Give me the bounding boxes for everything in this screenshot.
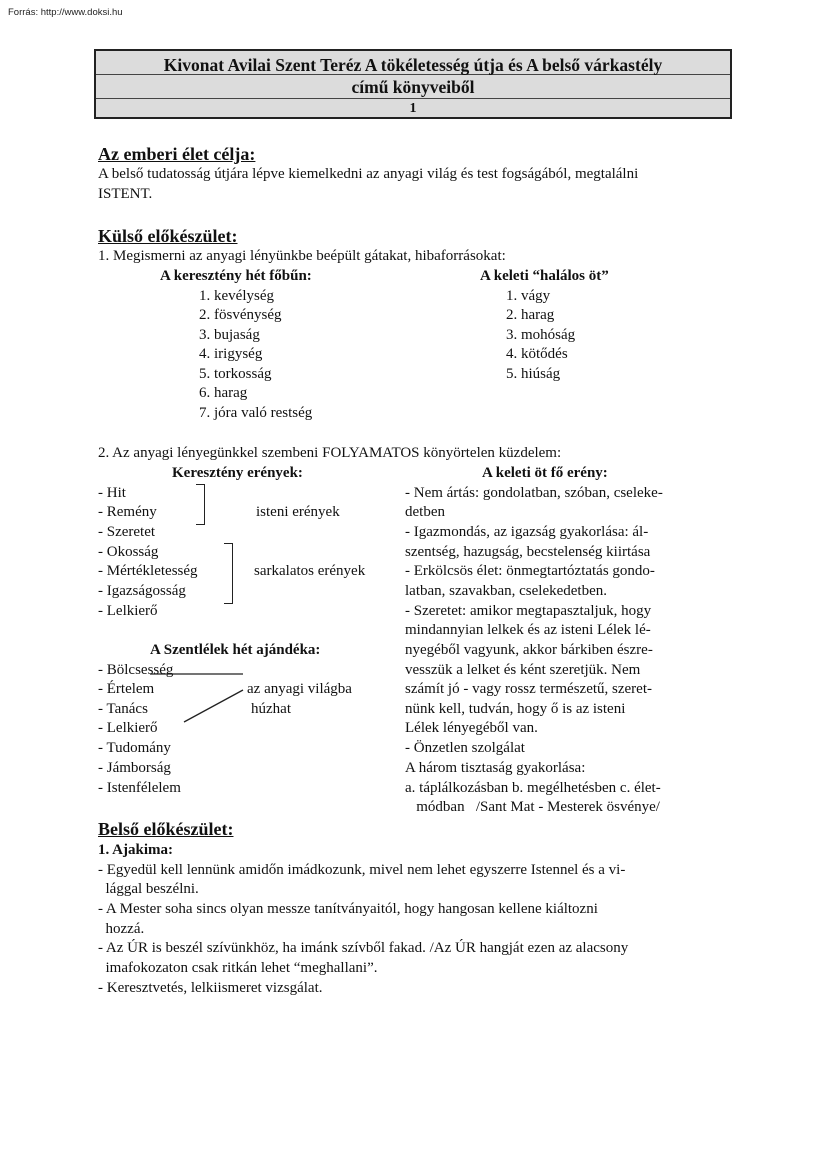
title-line-1: Kivonat Avilai Szent Teréz A tökéletesség útja és A belső várkastély xyxy=(163,55,663,75)
sin-item: 7. jóra való restség xyxy=(199,405,313,421)
virtues-title: Keresztény erények: xyxy=(172,465,303,481)
sin-item: 6. harag xyxy=(199,385,248,401)
connector-line-fortitude xyxy=(184,690,243,722)
virtue-item: - Remény xyxy=(98,504,157,520)
east-virtue-line: nünk kell, tudván, hogy ő is az isteni xyxy=(405,701,626,717)
east-virtue-line: - Erkölcsös élet: önmegtartóztatás gondo- xyxy=(405,563,655,579)
gift-item: - Tudomány xyxy=(98,740,171,756)
purpose-line-2: ISTENT. xyxy=(98,186,153,202)
east-virtue-line: latban, szavakban, cselekedetben. xyxy=(405,583,607,599)
east-virtues-title: A keleti öt fő erény: xyxy=(482,465,608,481)
east-virtue-line: detben xyxy=(405,504,445,520)
east-virtue-line: vesszük a lelket és ként szeretjük. Nem xyxy=(405,662,641,678)
east-virtue-line: módban /Sant Mat - Mesterek ösvénye/ xyxy=(405,799,660,815)
east-virtue-line: - Szeretet: amikor megtapasztaljuk, hogy xyxy=(405,603,652,619)
east-virtue-line: mindannyian lelkek és az isteni Lélek lé- xyxy=(405,622,651,638)
gift-item: - Istenfélelem xyxy=(98,780,181,796)
sin-item: 2. fösvénység xyxy=(199,307,282,323)
east-virtue-line: nyegéből vagyunk, akkor bárkiben észre- xyxy=(405,642,653,658)
internal-line: - Az ÚR is beszél szívünkhöz, ha imánk szívből fakad. /Az ÚR hangját ezen az alacsony xyxy=(98,940,629,956)
virtue-item: - Okosság xyxy=(98,544,159,560)
divine-virtues-label: isteni erények xyxy=(256,504,340,520)
pull-label-2: húzhat xyxy=(251,701,291,717)
virtue-item: - Szeretet xyxy=(98,524,156,540)
east-virtue-line: - Igazmondás, az igazság gyakorlása: ál- xyxy=(405,524,649,540)
east-item: 2. harag xyxy=(506,307,555,323)
east-deadly-title: A keleti “halálos öt” xyxy=(480,268,609,284)
source-url: Forrás: http://www.doksi.hu xyxy=(8,7,123,18)
gifts-title: A Szentlélek hét ajándéka: xyxy=(150,642,321,658)
east-virtue-line: a. táplálkozásban b. megélhetésben c. élet- xyxy=(405,780,661,796)
page-number: 1 xyxy=(409,101,417,116)
east-virtue-line: - Nem ártás: gondolatban, szóban, cseleke- xyxy=(405,485,663,501)
heading-life-purpose: Az emberi élet célja: xyxy=(98,144,256,164)
sin-item: 5. torkosság xyxy=(199,366,272,382)
east-virtue-line: számít jó - vagy rossz természetű, szeret- xyxy=(405,681,652,697)
internal-line: hozzá. xyxy=(98,921,145,937)
internal-line: - Egyedül kell lennünk amidőn imádkozunk, mivel nem lehet egyszerre Istennel és a vi- xyxy=(98,862,626,878)
internal-line: - Keresztvetés, lelkiismeret vizsgálat. xyxy=(98,980,323,996)
east-virtue-line: Lélek lényegéből van. xyxy=(405,720,538,736)
sins-title: A keresztény hét főbűn: xyxy=(160,268,312,284)
virtue-item: - Mértékletesség xyxy=(98,563,198,579)
purpose-line-1: A belső tudatosság útjára lépve kiemelkedni az anyagi világ és test fogságából, megtalálni xyxy=(98,166,639,182)
east-virtue-line: A három tisztaság gyakorlása: xyxy=(405,760,586,776)
gift-item: - Bölcsesség xyxy=(98,662,174,678)
heading-internal-prep: Belső előkészület: xyxy=(98,819,234,839)
east-item: 4. kötődés xyxy=(506,346,568,362)
subheading-lips: 1. Ajakima: xyxy=(98,842,173,858)
heading-external-prep: Külső előkészület: xyxy=(98,226,238,246)
east-item: 1. vágy xyxy=(506,288,551,304)
gift-item: - Lelkierő xyxy=(98,720,158,736)
virtue-item: - Lelkierő xyxy=(98,603,158,619)
paragraph-2: 2. Az anyagi lényegünkkel szembeni FOLYAMATOS könyörtelen küzdelem: xyxy=(98,445,562,461)
east-item: 3. mohóság xyxy=(506,327,576,343)
gift-item: - Jámborság xyxy=(98,760,171,776)
sin-item: 3. bujaság xyxy=(199,327,260,343)
pull-label-1: az anyagi világba xyxy=(247,681,352,697)
cardinal-virtues-label: sarkalatos erények xyxy=(254,563,366,579)
internal-line: - A Mester soha sincs olyan messze tanítványaitól, hogy hangosan kellene kiáltozni xyxy=(98,901,598,917)
sin-item: 1. kevélység xyxy=(199,288,274,304)
east-virtue-line: szentség, hazugság, becstelenség kiirtása xyxy=(405,544,651,560)
gift-item: - Értelem xyxy=(98,681,155,697)
internal-line: lággal beszélni. xyxy=(98,881,199,897)
sin-item: 4. irigység xyxy=(199,346,263,362)
east-item: 5. hiúság xyxy=(506,366,561,382)
east-virtue-line: - Önzetlen szolgálat xyxy=(405,740,525,756)
paragraph-1: 1. Megismerni az anyagi lényünkbe beépült gátakat, hibaforrásokat: xyxy=(98,248,506,264)
title-line-2: című könyveiből xyxy=(351,77,475,97)
gift-item: - Tanács xyxy=(98,701,148,717)
virtue-item: - Igazságosság xyxy=(98,583,186,599)
internal-line: imafokozaton csak ritkán lehet “meghallani”. xyxy=(98,960,378,976)
virtue-item: - Hit xyxy=(98,485,126,501)
